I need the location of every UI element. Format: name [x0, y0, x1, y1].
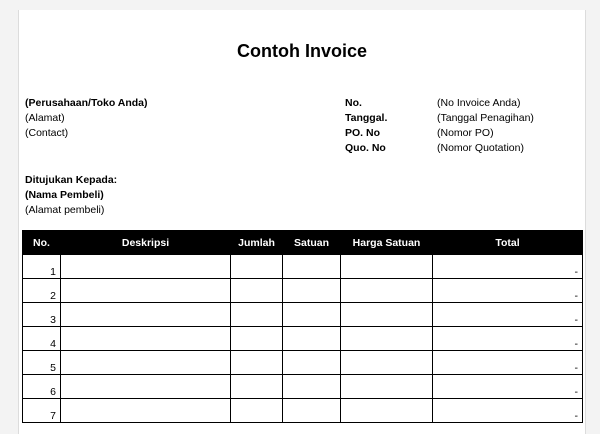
total-cell: - — [433, 351, 583, 375]
quantity-cell[interactable] — [231, 351, 283, 375]
row-number: 2 — [23, 279, 61, 303]
unit-cell[interactable] — [283, 255, 341, 279]
quantity-cell[interactable] — [231, 255, 283, 279]
unit-cell[interactable] — [283, 375, 341, 399]
description-cell[interactable] — [61, 279, 231, 303]
table-row — [23, 399, 583, 423]
meta-label: No. — [345, 97, 362, 109]
unit-cell[interactable] — [283, 279, 341, 303]
meta-value: (No Invoice Anda) — [437, 97, 521, 109]
unit-cell[interactable] — [283, 399, 341, 423]
table-row — [23, 279, 583, 303]
seller-address: (Alamat) — [25, 112, 65, 124]
description-cell[interactable] — [61, 351, 231, 375]
unit-price-cell[interactable] — [341, 351, 433, 375]
total-cell: - — [433, 399, 583, 423]
meta-value: (Nomor PO) — [437, 127, 494, 139]
col-header-quantity: Jumlah — [231, 231, 283, 255]
meta-row-quotation — [345, 141, 534, 156]
col-header-total: Total — [433, 231, 583, 255]
col-header-no: No. — [23, 231, 61, 255]
invoice-meta — [345, 96, 534, 156]
description-cell[interactable] — [61, 399, 231, 423]
row-number: 1 — [23, 255, 61, 279]
row-number: 5 — [23, 351, 61, 375]
recipient-heading: Ditujukan Kepada: — [25, 174, 118, 186]
meta-row-no — [345, 96, 534, 111]
description-cell[interactable] — [61, 327, 231, 351]
quantity-cell[interactable] — [231, 279, 283, 303]
description-cell[interactable] — [61, 375, 231, 399]
table-header-row — [23, 231, 583, 255]
total-cell: - — [433, 375, 583, 399]
quantity-cell[interactable] — [231, 375, 283, 399]
items-table — [22, 230, 583, 423]
meta-value: (Nomor Quotation) — [437, 142, 524, 154]
description-cell[interactable] — [61, 255, 231, 279]
meta-row-po — [345, 126, 534, 141]
meta-value: (Tanggal Penagihan) — [437, 112, 534, 124]
quantity-cell[interactable] — [231, 303, 283, 327]
invoice-sheet — [18, 10, 586, 434]
unit-price-cell[interactable] — [341, 399, 433, 423]
table-row — [23, 375, 583, 399]
total-cell: - — [433, 279, 583, 303]
seller-info — [25, 96, 148, 141]
quantity-cell[interactable] — [231, 399, 283, 423]
col-header-description: Deskripsi — [61, 231, 231, 255]
meta-row-date — [345, 111, 534, 126]
table-row — [23, 303, 583, 327]
invoice-title: Contoh Invoice — [237, 41, 367, 61]
seller-name: (Perusahaan/Toko Anda) — [25, 97, 148, 109]
meta-label: PO. No — [345, 127, 381, 139]
seller-contact: (Contact) — [25, 127, 69, 139]
meta-label: Tanggal. — [345, 112, 388, 124]
col-header-unit-price: Harga Satuan — [341, 231, 433, 255]
unit-cell[interactable] — [283, 303, 341, 327]
meta-label: Quo. No — [345, 142, 386, 154]
unit-cell[interactable] — [283, 327, 341, 351]
col-header-unit: Satuan — [283, 231, 341, 255]
table-row — [23, 351, 583, 375]
unit-price-cell[interactable] — [341, 279, 433, 303]
total-cell: - — [433, 327, 583, 351]
row-number: 7 — [23, 399, 61, 423]
unit-price-cell[interactable] — [341, 255, 433, 279]
table-row — [23, 327, 583, 351]
unit-price-cell[interactable] — [341, 327, 433, 351]
table-row — [23, 255, 583, 279]
recipient-info — [25, 173, 117, 218]
row-number: 6 — [23, 375, 61, 399]
total-cell: - — [433, 303, 583, 327]
total-cell: - — [433, 255, 583, 279]
unit-price-cell[interactable] — [341, 375, 433, 399]
row-number: 4 — [23, 327, 61, 351]
recipient-address: (Alamat pembeli) — [25, 204, 105, 216]
recipient-name: (Nama Pembeli) — [25, 189, 104, 201]
unit-cell[interactable] — [283, 351, 341, 375]
description-cell[interactable] — [61, 303, 231, 327]
unit-price-cell[interactable] — [341, 303, 433, 327]
quantity-cell[interactable] — [231, 327, 283, 351]
row-number: 3 — [23, 303, 61, 327]
